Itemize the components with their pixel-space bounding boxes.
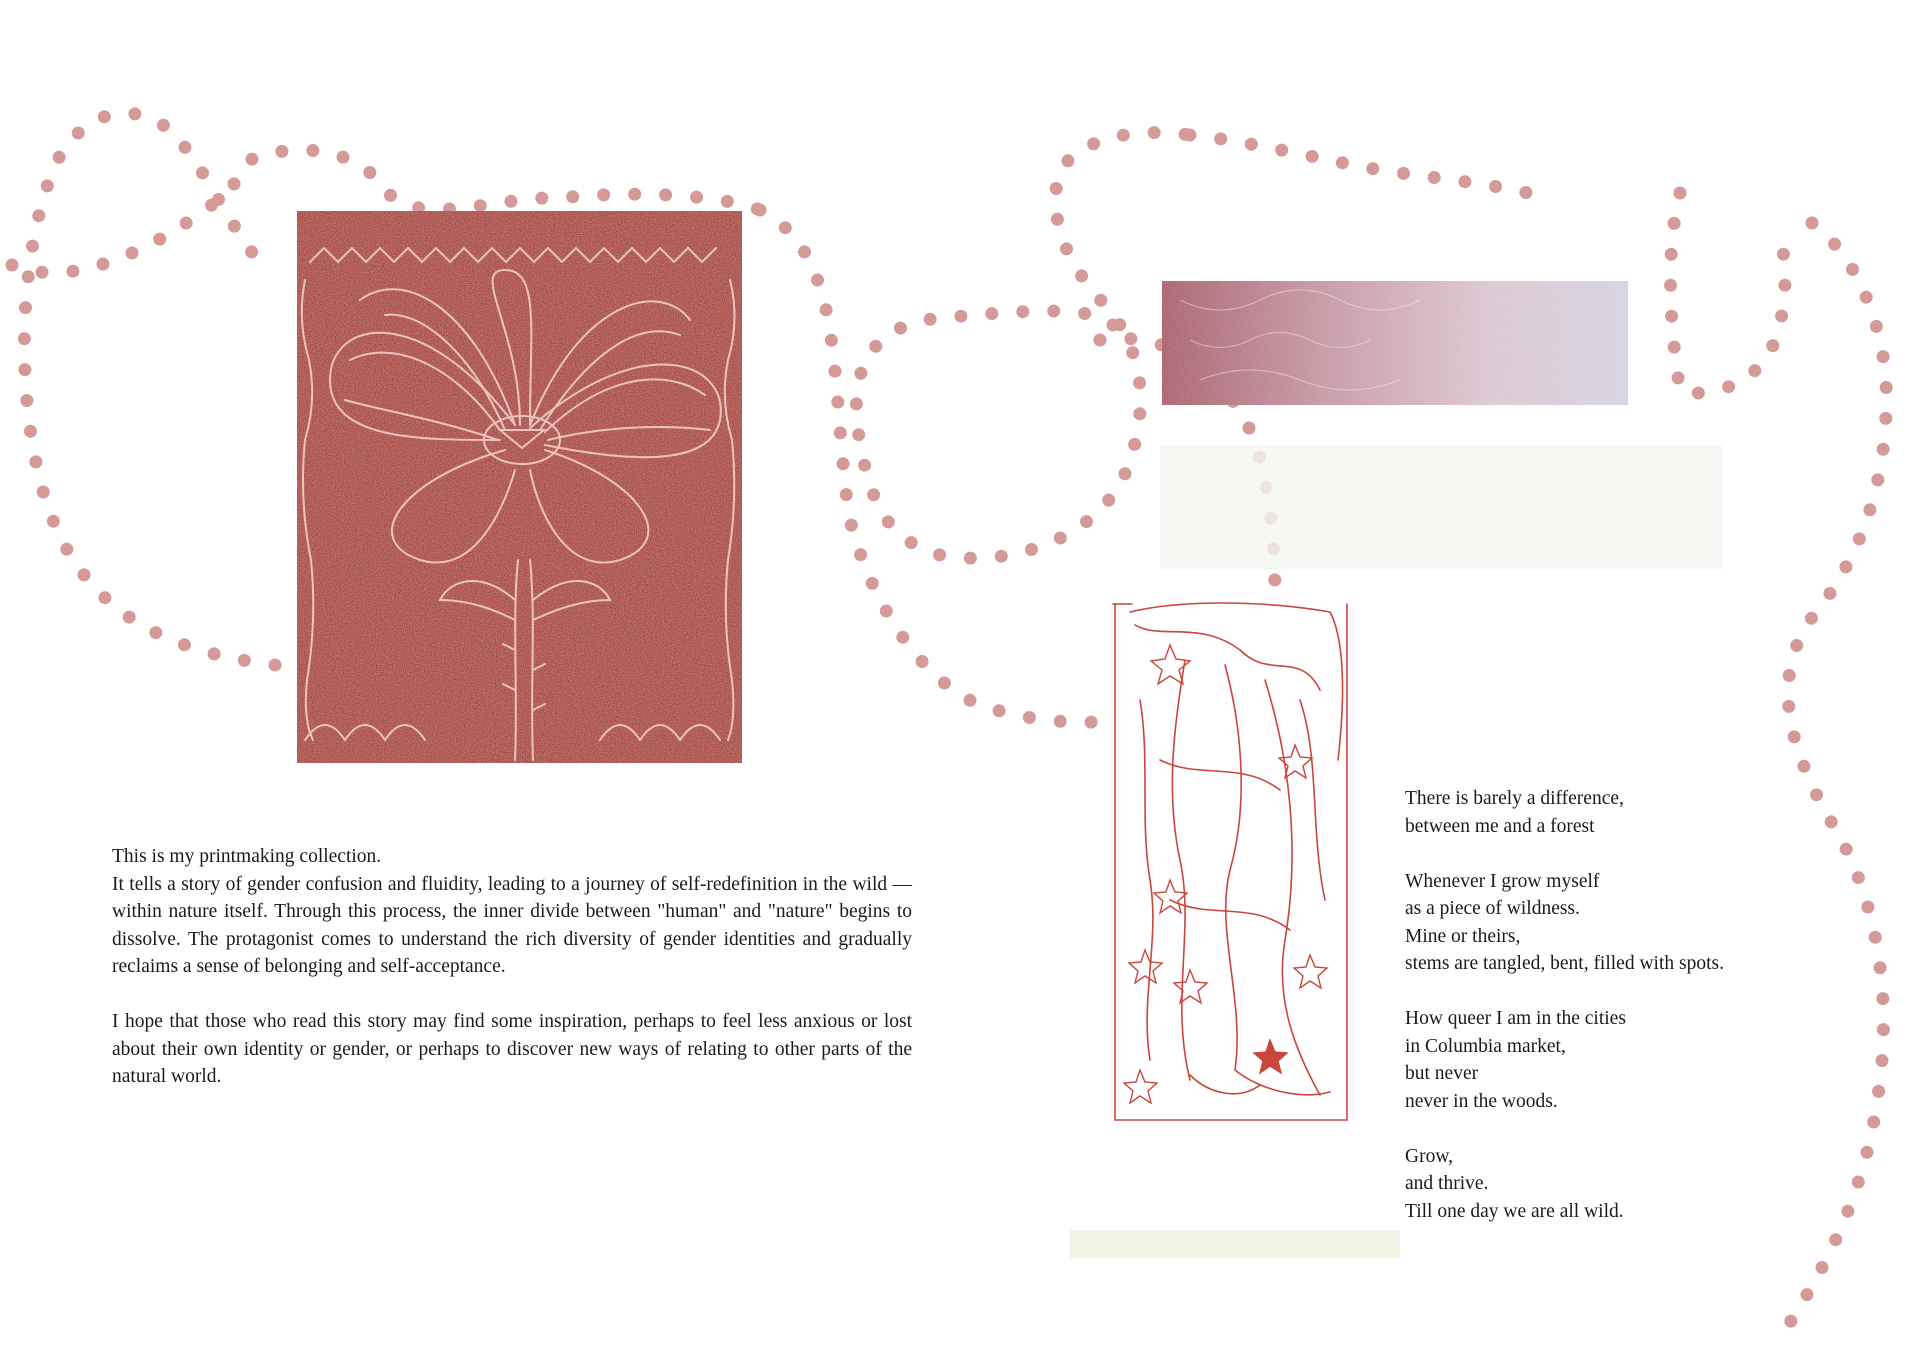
dot xyxy=(1840,843,1853,856)
intro-paragraph-2: I hope that those who read this story may find some inspiration, perhaps to feel less anxious or lost about their own identity or gender, or perhaps to discover new ways of relating to other parts of the natural world. xyxy=(112,1011,912,1087)
dot xyxy=(78,568,91,581)
dot xyxy=(1829,1233,1842,1246)
dot xyxy=(1016,305,1029,318)
dot xyxy=(825,334,838,347)
dot xyxy=(1877,350,1890,363)
dot xyxy=(1863,503,1876,516)
dot xyxy=(1133,376,1146,389)
dot xyxy=(238,654,251,667)
dot xyxy=(22,270,35,283)
dot xyxy=(535,192,548,205)
dot xyxy=(98,591,111,604)
poem-line: Whenever I grow myself xyxy=(1405,870,1600,892)
dot xyxy=(41,179,54,192)
dot xyxy=(1788,730,1801,743)
dot xyxy=(1051,213,1064,226)
dot xyxy=(1050,182,1063,195)
intro-text xyxy=(112,843,912,1091)
dot xyxy=(1366,162,1379,175)
dot xyxy=(1668,217,1681,230)
dot xyxy=(938,677,951,690)
dot xyxy=(1060,242,1073,255)
dot xyxy=(1061,154,1074,167)
dot xyxy=(916,655,929,668)
dot xyxy=(1054,532,1067,545)
dot xyxy=(845,519,858,532)
dot xyxy=(1458,175,1471,188)
dot xyxy=(820,303,833,316)
dot xyxy=(1861,1146,1874,1159)
dot xyxy=(811,274,824,287)
dot xyxy=(1665,310,1678,323)
dot xyxy=(754,204,767,217)
dot xyxy=(337,151,350,164)
dot xyxy=(866,577,879,590)
dot xyxy=(850,397,863,410)
dot xyxy=(721,195,734,208)
dot xyxy=(690,191,703,204)
dot xyxy=(363,166,376,179)
dot xyxy=(1867,1116,1880,1129)
dot xyxy=(1128,438,1141,451)
dot xyxy=(1085,716,1098,729)
dot xyxy=(6,259,19,272)
poem-line: Grow, xyxy=(1405,1145,1454,1167)
dot xyxy=(1306,150,1319,163)
dot xyxy=(597,188,610,201)
poem-stanza-3 xyxy=(1405,1005,1825,1115)
dot xyxy=(659,188,672,201)
dot xyxy=(1775,310,1788,323)
dot xyxy=(1275,144,1288,157)
dot xyxy=(20,394,33,407)
poem-line: and thrive. xyxy=(1405,1173,1489,1194)
poem-stanza-1 xyxy=(1405,785,1825,840)
dot xyxy=(1797,760,1810,773)
dot xyxy=(905,536,918,549)
dot xyxy=(1124,332,1137,345)
dot xyxy=(1783,669,1796,682)
faint-print-ghost xyxy=(1160,445,1722,570)
faint-print-strip xyxy=(1070,1230,1400,1258)
dot xyxy=(36,266,49,279)
dot xyxy=(1023,711,1036,724)
dot xyxy=(854,548,867,561)
dot xyxy=(180,217,193,230)
dot xyxy=(1860,291,1873,304)
dot xyxy=(880,605,893,618)
dot xyxy=(1126,346,1139,359)
dot xyxy=(1094,294,1107,307)
dot xyxy=(831,396,844,409)
dot xyxy=(1871,473,1884,486)
dot xyxy=(1861,901,1874,914)
dot xyxy=(896,631,909,644)
dot xyxy=(954,310,967,323)
poem-stanza-2 xyxy=(1405,868,1825,978)
dot xyxy=(245,245,258,258)
poem-line: stems are tangled, bent, filled with spots. xyxy=(1405,953,1724,974)
dot xyxy=(126,247,139,260)
dot xyxy=(993,704,1006,717)
dot xyxy=(837,457,850,470)
dot xyxy=(1870,320,1883,333)
dot xyxy=(1117,129,1130,142)
dot xyxy=(1664,279,1677,292)
dot xyxy=(157,119,170,132)
dot xyxy=(228,220,241,233)
poem-line: How queer I am in the cities xyxy=(1405,1008,1626,1029)
dot xyxy=(128,107,141,120)
dot xyxy=(208,647,221,660)
dot xyxy=(1766,339,1779,352)
dot xyxy=(1428,171,1441,184)
dot xyxy=(228,177,241,190)
dot xyxy=(1805,612,1818,625)
dot xyxy=(964,694,977,707)
dot xyxy=(1784,1315,1797,1328)
dot xyxy=(306,144,319,157)
dot xyxy=(269,659,282,672)
poem-line: but never xyxy=(1405,1063,1479,1084)
poem-line: There is barely a difference, xyxy=(1405,788,1624,809)
gradient-print-image xyxy=(1162,281,1628,405)
dot xyxy=(1133,407,1146,420)
dot xyxy=(474,199,487,212)
dot xyxy=(964,552,977,565)
dot xyxy=(1778,279,1791,292)
dot xyxy=(1748,364,1761,377)
dot xyxy=(149,626,162,639)
intro-paragraph-1: This is my printmaking collection. It tells a story of gender confusion and fluidity, leading to a journey of self-redefinition in the wild — within nature itself. Through this process, the inner divide between "human" and "nature" begins to dissolve. The protagonist comes to understand the rich diversity of gender identities and gradually reclaims a sense of belonging and self-acceptance. xyxy=(112,846,912,977)
dot xyxy=(196,166,209,179)
dot xyxy=(628,188,641,201)
flower-print-image xyxy=(297,211,742,763)
dot xyxy=(72,127,85,140)
dot xyxy=(995,550,1008,563)
dot xyxy=(26,240,39,253)
dot xyxy=(1846,263,1859,276)
dot xyxy=(894,322,907,335)
dot xyxy=(1094,334,1107,347)
dot xyxy=(1113,318,1126,331)
poem-line: Till one day we are all wild. xyxy=(1405,1200,1624,1222)
dot xyxy=(1245,138,1258,151)
poem-line: in Columbia market, xyxy=(1405,1035,1566,1057)
dot xyxy=(829,365,842,378)
dot xyxy=(882,515,895,528)
dot xyxy=(1825,815,1838,828)
dot xyxy=(47,515,60,528)
dot xyxy=(798,245,811,258)
dot xyxy=(566,190,579,203)
dot xyxy=(1692,387,1705,400)
dot xyxy=(32,209,45,222)
dot xyxy=(19,301,32,314)
dot xyxy=(66,265,79,278)
dot xyxy=(1489,180,1502,193)
dot xyxy=(869,340,882,353)
dot xyxy=(1087,137,1100,150)
dot xyxy=(1869,931,1882,944)
dot xyxy=(1823,587,1836,600)
dot xyxy=(1075,269,1088,282)
dot xyxy=(779,221,792,234)
dot xyxy=(98,110,111,123)
dot xyxy=(1876,1054,1889,1067)
dot xyxy=(384,189,397,202)
dot xyxy=(985,307,998,320)
dot xyxy=(1828,238,1841,251)
dot xyxy=(1080,515,1093,528)
dot xyxy=(1047,305,1060,318)
dot xyxy=(1876,992,1889,1005)
dot xyxy=(1853,532,1866,545)
dot xyxy=(153,233,166,246)
dot xyxy=(37,486,50,499)
dot xyxy=(1665,248,1678,261)
dot xyxy=(53,151,66,164)
poem-stanza-4 xyxy=(1405,1143,1825,1226)
dot xyxy=(275,145,288,158)
dot xyxy=(1806,217,1819,230)
poem-line: never in the woods. xyxy=(1405,1090,1558,1112)
dot xyxy=(1674,187,1687,200)
poem-line: as a piece of wildness. xyxy=(1405,898,1580,919)
dot xyxy=(123,611,136,624)
poem-line: Mine or theirs, xyxy=(1405,925,1521,947)
dot xyxy=(1790,639,1803,652)
dot xyxy=(29,455,42,468)
dot xyxy=(834,426,847,439)
dot xyxy=(852,428,865,441)
dot xyxy=(1102,494,1115,507)
dot xyxy=(505,195,518,208)
dot xyxy=(1078,307,1091,320)
dot xyxy=(840,488,853,501)
dot xyxy=(1397,167,1410,180)
dot xyxy=(246,153,259,166)
dot xyxy=(18,363,31,376)
dot xyxy=(1243,422,1256,435)
dot xyxy=(1672,371,1685,384)
dot xyxy=(1519,186,1532,199)
figure-etching-image xyxy=(1113,603,1347,1121)
dot xyxy=(1872,1085,1885,1098)
dot xyxy=(1816,1261,1829,1274)
dot xyxy=(1879,412,1892,425)
dot xyxy=(1777,248,1790,261)
dot xyxy=(205,199,218,212)
dot xyxy=(1722,380,1735,393)
dot xyxy=(60,543,73,556)
dot xyxy=(1839,560,1852,573)
dot xyxy=(1782,700,1795,713)
dot xyxy=(1877,1023,1890,1036)
dot xyxy=(1268,573,1281,586)
dot xyxy=(24,425,37,438)
dot xyxy=(97,258,110,271)
dot xyxy=(1336,156,1349,169)
poem-line: between me and a forest xyxy=(1405,815,1595,837)
dot xyxy=(1214,132,1227,145)
dot xyxy=(867,488,880,501)
dot xyxy=(1852,871,1865,884)
dot xyxy=(1054,715,1067,728)
dot xyxy=(1874,961,1887,974)
dot xyxy=(1184,129,1197,142)
poem xyxy=(1405,785,1825,1253)
dot xyxy=(1668,341,1681,354)
dot xyxy=(1025,543,1038,556)
dot xyxy=(18,332,31,345)
dot xyxy=(1877,443,1890,456)
dot xyxy=(1801,1288,1814,1301)
dot xyxy=(1119,467,1132,480)
dot xyxy=(933,548,946,561)
dot xyxy=(854,367,867,380)
dot xyxy=(1880,381,1893,394)
dot xyxy=(178,638,191,651)
dot xyxy=(179,141,192,154)
dot xyxy=(924,313,937,326)
dot xyxy=(1841,1205,1854,1218)
dot xyxy=(858,459,871,472)
dot xyxy=(1852,1176,1865,1189)
dot xyxy=(1148,126,1161,139)
